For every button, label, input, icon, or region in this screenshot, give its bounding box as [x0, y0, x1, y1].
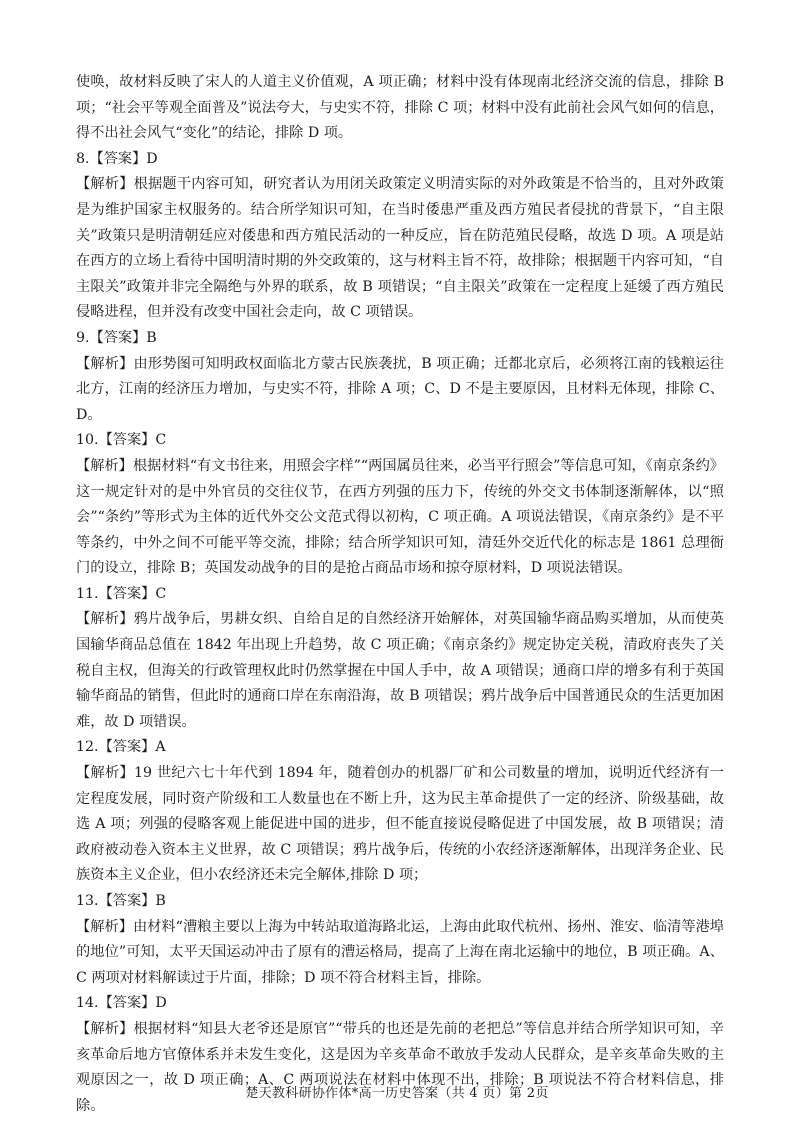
analysis-paragraph: 【解析】由形势图可知明政权面临北方蒙古民族袭扰，B 项正确；迁都北京后，必须将江南的钱粮运往北方，江南的经济压力增加，与史实不符，排除 A 项；C、D 不是主要原因，且材料无体现，排除 C、D。 [76, 355, 724, 423]
item-13 [76, 889, 724, 991]
answer-line: 13.【答案】B [76, 893, 166, 909]
item-12 [76, 735, 724, 889]
analysis-paragraph: 【解析】由材料“漕粮主要以上海为中转站取道海路北运，上海由此取代杭州、扬州、淮安、临清等港埠的地位”可知，太平天国运动冲击了原有的漕运格局，提高了上海在南北运输中的地位，B 项正确。A、C 两项对材料解读过于片面，排除；D 项不符合材料主旨，排除。 [76, 918, 724, 986]
answer-line: 9.【答案】B [76, 329, 157, 346]
item-9 [76, 326, 724, 428]
page-content [76, 70, 724, 1119]
continuation-paragraph: 使唤，故材料反映了宋人的人道主义价值观，A 项正确；材料中没有体现南北经济交流的信息，排除 B 项；“社会平等观全面普及”说法夸大，与史实不符，排除 C 项；材料中没有此前社会风气如何的信息，得不出社会风气“变化”的结论，排除 D 项。 [76, 74, 724, 142]
analysis-paragraph: 【解析】根据材料“有文书往来，用照会字样”“两国属员往来，必当平行照会”等信息可知，《南京条约》这一规定针对的是中外官员的交往仪节，在西方列强的压力下，传统的外交文书体制逐渐解体，以“照会”“条约”等形式为主体的近代外交公文范式得以初构，C 项正确。A 项说法错误，《南京条约》是不平等条约，中外之间不可能平等交流，排除；结合所学知识可知，清廷外交近代化的标志是 1861 总理衙门的设立，排除 B；英国发动战争的目的是抢占商品市场和掠夺原材料，D 项说法错误。 [76, 457, 724, 577]
analysis-paragraph: 【解析】19 世纪六七十年代到 1894 年，随着创办的机器厂矿和公司数量的增加，说明近代经济有一定程度发展，同时资产阶级和工人数量也在不断上升，这为民主革命提供了一定的经济、阶级基础，故选 A 项；列强的侵略客观上能促进中国的进步，但不能直接说侵略促进了中国发展，故 B 项错误；清政府被动卷入资本主义世界，故 C 项错误；鸦片战争后，传统的小农经济逐渐解体，出现洋务企业、民族资本主义企业，但小农经济还未完全解体,排除 D 项； [76, 765, 724, 884]
answer-line: 11.【答案】C [76, 585, 167, 602]
item-10 [76, 428, 724, 582]
page-footer: 楚天教科研协作体*高一历史答案（共 4 页）第 2页 [245, 1086, 549, 1101]
item-11 [76, 582, 724, 736]
item-8 [76, 147, 724, 326]
answer-line: 12.【答案】A [76, 739, 166, 756]
answer-line: 8.【答案】D [76, 150, 158, 167]
analysis-paragraph: 【解析】鸦片战争后，男耕女织、自给自足的自然经济开始解体，对英国输华商品购买增加，从而使英国输华商品总值在 1842 年出现上升趋势，故 C 项正确；《南京条约》规定协定关税，清政府丧失了关税自主权，但海关的行政管理权此时仍然掌握在中国人手中，故 A 项错误；通商口岸的增多有利于英国输华商品的销售，但此时的通商口岸在东南沿海，故 B 项错误；鸦片战争后中国普通民众的生活更加困难，故 D 项错误。 [76, 611, 724, 730]
answer-line: 10.【答案】C [76, 432, 167, 449]
analysis-paragraph: 【解析】根据题干内容可知，研究者认为用闭关政策定义明清实际的对外政策是不恰当的，且对外政策是为维护国家主权服务的。结合所学知识可知，在当时倭患严重及西方殖民者侵扰的背景下，“自主限关”政策只是明清朝廷应对倭患和西方殖民活动的一种反应，旨在防范殖民侵略，故选 D 项。A 项是站在西方的立场上看待中国明清时期的外交政策的，这与材料主旨不符，故排除；根据题干内容可知，“自主限关”政策并非完全隔绝与外界的联系，故 B 项错误；“自主限关”政策在一定程度上延缓了西方殖民侵略进程，但并没有改变中国社会走向，故 C 项错误。 [76, 176, 724, 321]
analysis-paragraph: 【解析】根据材料“知县大老爷还是原官”“带兵的也还是先前的老把总”等信息并结合所学知识可知，辛亥革命后地方官僚体系并未发生变化，这是因为辛亥革命不敢放手发动人民群众，是辛亥革命失败的主观原因之一，故 D 项正确；A、C 两项说法在材料中体现不出，排除；B 项说法不符合材料信息，排除。 [76, 1020, 724, 1114]
answer-line: 14.【答案】D [76, 995, 167, 1012]
